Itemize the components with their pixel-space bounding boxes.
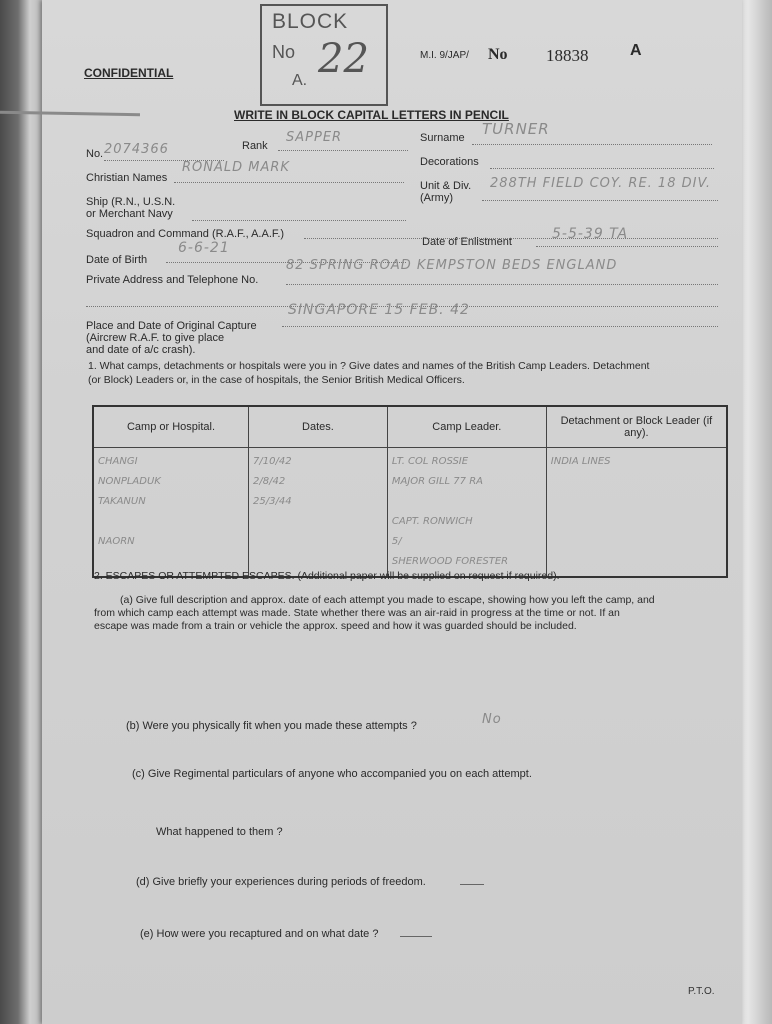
capture-label-2: (Aircrew R.A.F. to give place	[86, 332, 225, 344]
question-2c-followup: What happened to them ?	[156, 826, 283, 838]
ship-line	[192, 220, 406, 221]
address-line-1	[286, 284, 718, 285]
capture-label-3: and date of a/c crash).	[86, 344, 196, 356]
capture-value: SINGAPORE 15 FEB. 42	[288, 302, 470, 318]
christian-names-value: RONALD MARK	[182, 160, 290, 175]
christian-names-line	[174, 182, 404, 183]
capture-line	[282, 326, 718, 327]
form-instruction: WRITE IN BLOCK CAPITAL LETTERS IN PENCIL	[234, 108, 509, 122]
stamp-line-1: BLOCK	[272, 10, 349, 33]
question-2a-line-1: (a) Give full description and approx. date of each attempt you made to escape, showing how you left the camp, and	[120, 594, 655, 606]
question-2e-dash	[400, 936, 432, 937]
date-of-birth-label: Date of Birth	[86, 254, 148, 266]
service-number-value: 2074366	[104, 142, 169, 157]
reference-code: M.I. 9/JAP/	[420, 50, 469, 61]
ship-label-1: Ship (R.N., U.S.N.	[86, 196, 176, 208]
enlistment-line	[536, 246, 718, 247]
confidential-label: CONFIDENTIAL	[84, 66, 174, 80]
document-page	[42, 0, 742, 1024]
surname-value: TURNER	[482, 120, 550, 138]
enlistment-label: Date of Enlistment	[422, 236, 512, 248]
question-2a-line-2: from which camp each attempt was made. State whether there was an air-raid in progress at the time or not. If an	[94, 607, 620, 619]
stamp-line-3: A.	[292, 72, 308, 89]
header-camp-or-hospital: Camp or Hospital.	[93, 406, 249, 448]
rank-line	[278, 150, 408, 151]
ship-label-2: or Merchant Navy	[86, 208, 173, 220]
unit-value: 288TH FIELD COY. RE. 18 DIV.	[490, 176, 711, 191]
surname-line	[472, 144, 712, 145]
rank-label: Rank	[242, 140, 268, 152]
cell-camp-leaders: LT. COL ROSSIE MAJOR GILL 77 RA CAPT. RONWICH 5/ SHERWOOD FORESTER	[387, 448, 546, 578]
decorations-line	[490, 168, 714, 169]
question-2-title: 2. ESCAPES OR ATTEMPTED ESCAPES. (Additional paper will be supplied on request if required).	[94, 570, 560, 582]
unit-line	[482, 200, 718, 201]
question-2b: (b) Were you physically fit when you made these attempts ?	[126, 720, 417, 732]
christian-names-label: Christian Names	[86, 172, 168, 184]
unit-label-2: (Army)	[420, 192, 453, 204]
squadron-label: Squadron and Command (R.A.F., A.A.F.)	[86, 228, 285, 240]
serial-number: 18838	[546, 46, 589, 65]
camps-table	[92, 405, 728, 578]
question-2d-dash	[460, 884, 484, 885]
number-label: No	[488, 46, 508, 63]
block-stamp	[260, 4, 388, 106]
address-value: 82 SPRING ROAD KEMPSTON BEDS ENGLAND	[286, 258, 618, 273]
question-2d: (d) Give briefly your experiences during periods of freedom.	[136, 876, 426, 888]
no-label: No.	[86, 148, 104, 160]
rank-value: SAPPER	[286, 130, 343, 145]
stamp-handwritten-number: 22	[318, 36, 369, 82]
cell-camps: CHANGI NONPLADUK TAKANUN NAORN	[93, 448, 249, 578]
address-label: Private Address and Telephone No.	[86, 274, 259, 286]
stamp-line-2: No	[272, 42, 296, 62]
serial-suffix: A	[630, 42, 642, 59]
decorations-label: Decorations	[420, 156, 479, 168]
please-turn-over: P.T.O.	[688, 986, 715, 997]
date-of-birth-value: 6-6-21	[178, 240, 230, 256]
enlistment-value: 5-5-39 TA	[552, 226, 629, 242]
question-2a-line-3: escape was made from a train or vehicle the approx. speed and how it was guarded should be included.	[94, 620, 577, 632]
cell-dates: 7/10/42 2/8/42 25/3/44	[249, 448, 388, 578]
header-dates: Dates.	[249, 406, 388, 448]
header-camp-leader: Camp Leader.	[387, 406, 546, 448]
header-detachment-leader: Detachment or Block Leader (if any).	[546, 406, 727, 448]
question-1-line-2: (or Block) Leaders or, in the case of hospitals, the Senior British Medical Officers.	[88, 374, 465, 386]
cell-detachment-leaders: INDIA LINES	[546, 448, 727, 578]
question-1-line-1: 1. What camps, detachments or hospitals were you in ? Give dates and names of the British Camp Leaders. Detachment	[88, 360, 650, 372]
capture-label-1: Place and Date of Original Capture	[86, 320, 257, 332]
question-2b-answer: No	[482, 712, 502, 727]
question-2e: (e) How were you recaptured and on what date ?	[140, 928, 379, 940]
question-2c: (c) Give Regimental particulars of anyone who accompanied you on each attempt.	[132, 768, 532, 780]
surname-label: Surname	[420, 132, 465, 144]
unit-label-1: Unit & Div.	[420, 180, 472, 192]
